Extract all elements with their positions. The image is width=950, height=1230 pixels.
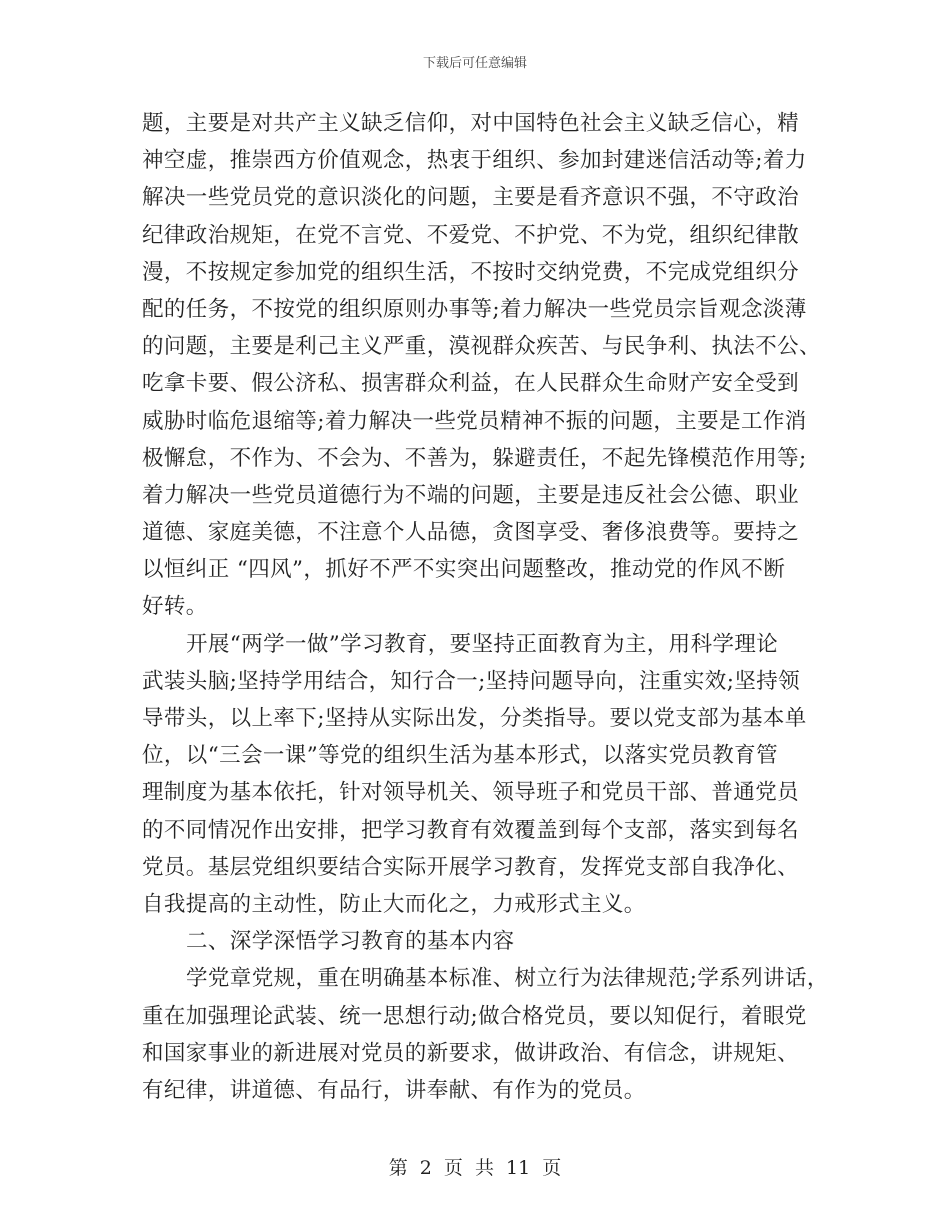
text-line: 自我提高的主动性，防止大而化之，力戒形式主义。 [142,891,646,917]
text-line: 威胁时临危退缩等;着力解决一些党员精神不振的问题，主要是工作消 [142,408,807,434]
text-line: 纪律政治规矩，在党不言党、不爱党、不护党、不为党，组织纪律散 [142,222,800,248]
text-line: 题，主要是对共产主义缺乏信仰，对中国特色社会主义缺乏信心，精 [142,111,800,136]
text-line: 党员。基层党组织要结合实际开展学习教育，发挥党支部自我净化、 [142,854,800,880]
text-line: 二、深学深悟学习教育的基本内容 [186,929,515,955]
page-footer: 第 2 页 共 11 页 [388,1157,562,1179]
text-line: 吃拿卡要、假公济私、损害群众利益，在人民群众生命财产安全受到 [142,371,800,397]
text-line: 漫，不按规定参加党的组织生活，不按时交纳党费，不完成党组织分 [142,259,800,285]
text-line: 重在加强理论武装、统一思想行动;做合格党员，要以知促行，着眼党 [142,1003,807,1029]
text-line: 的问题，主要是利己主义严重，漠视群众疾苦、与民争利、执法不公、 [142,334,821,360]
text-line: 开展“两学一做”学习教育，要坚持正面教育为主，用科学理论 [186,631,779,657]
text-line: 好转。 [142,594,208,620]
page-header: 下载后可任意编辑 [422,56,527,71]
text-line: 解决一些党员党的意识淡化的问题，主要是看齐意识不强，不守政治 [142,185,800,211]
text-line: 神空虚，推崇西方价值观念，热衷于组织、参加封建迷信活动等;着力 [142,148,807,174]
text-line: 导带头，以上率下;坚持从实际出发，分类指导。要以党支部为基本单 [142,706,807,731]
text-line: 着力解决一些党员道德行为不端的问题，主要是违反社会公德、职业 [142,482,800,508]
text-line: 有纪律，讲道德、有品行，讲奉献、有作为的党员。 [142,1077,646,1103]
text-line: 和国家事业的新进展对党员的新要求，做讲政治、有信念，讲规矩、 [142,1040,800,1066]
text-line: 位，以“三会一课”等党的组织生活为基本形式，以落实党员教育管 [142,743,778,769]
document-body [142,105,829,1109]
text-line: 的不同情况作出安排，把学习教育有效覆盖到每个支部，落实到每名 [142,817,800,843]
text-line: 极懈怠，不作为、不会为、不善为，躲避责任，不起先锋模范作用等; [142,445,807,471]
text-line: 学党章党规，重在明确基本标准、树立行为法律规范;学系列讲话， [186,966,829,992]
text-line: 配的任务，不按党的组织原则办事等;着力解决一些党员宗旨观念淡薄 [142,296,807,322]
text-line: 道德、家庭美德，不注意个人品德，贪图享受、奢侈浪费等。要持之 [142,520,800,546]
text-line: 以恒纠正 “四风”，抓好不严不实突出问题整改，推动党的作风不断 [142,557,786,583]
text-line: 理制度为基本依托，针对领导机关、领导班子和党员干部、普通党员 [142,780,800,806]
text-line: 武装头脑;坚持学用结合，知行合一;坚持问题导向，注重实效;坚持领 [142,668,801,694]
